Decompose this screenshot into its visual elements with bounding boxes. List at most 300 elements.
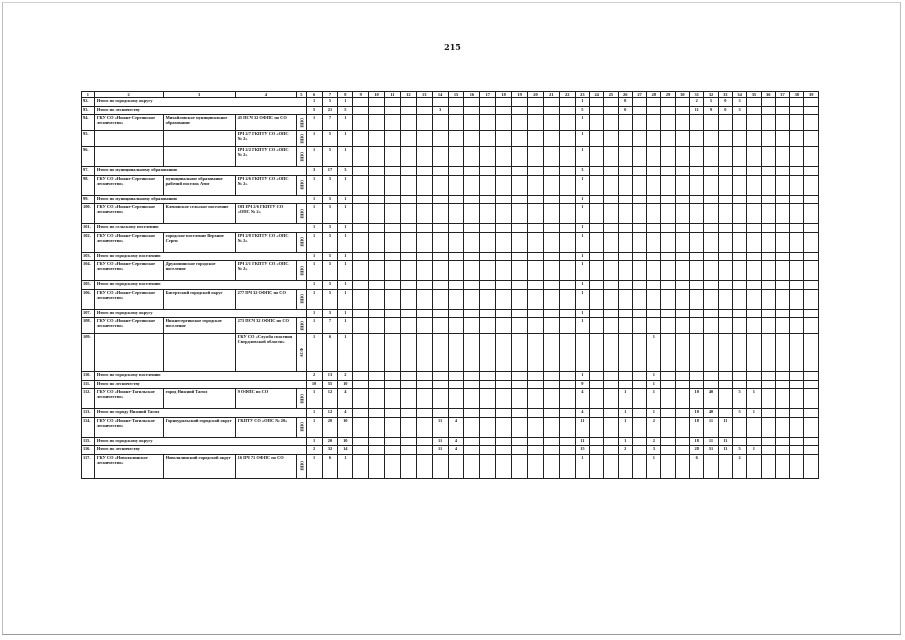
- value-cell: [718, 389, 732, 409]
- value-cell: [618, 195, 632, 204]
- header-cell: 32: [704, 92, 718, 98]
- value-cell: [559, 131, 575, 147]
- forestry-name: ГКУ СО «Новолялинское лесничество»: [94, 454, 163, 478]
- value-cell: 13: [322, 372, 338, 381]
- value-cell: 1: [618, 409, 632, 418]
- value-cell: [448, 98, 464, 107]
- table-row: [82, 204, 819, 224]
- value-cell: 11: [575, 417, 589, 437]
- value-cell: [775, 106, 789, 115]
- forestry-name: ГКУ СО «Нижне-Сергинское лесничество»: [94, 204, 163, 224]
- value-cell: [632, 409, 646, 418]
- value-cell: 3: [575, 167, 589, 176]
- value-cell: 5: [322, 252, 338, 261]
- value-cell: [432, 261, 448, 281]
- value-cell: [559, 167, 575, 176]
- header-cell: 8: [338, 92, 353, 98]
- value-cell: 1: [575, 289, 589, 309]
- value-cell: [690, 204, 704, 224]
- table-row: [82, 106, 819, 115]
- value-cell: [647, 204, 661, 224]
- forestry-name: ГКУ СО «Нижне-Тагильское лесничество»: [94, 417, 163, 437]
- unit-type: [297, 334, 307, 372]
- value-cell: [496, 261, 512, 281]
- value-cell: [718, 195, 732, 204]
- value-cell: 1: [306, 318, 322, 334]
- value-cell: [369, 309, 385, 318]
- value-cell: [559, 252, 575, 261]
- value-cell: 5: [732, 409, 746, 418]
- value-cell: 51: [704, 446, 718, 455]
- value-cell: [589, 437, 603, 446]
- municipality-name: Михайловское муниципальное образование: [163, 115, 235, 131]
- value-cell: [761, 309, 775, 318]
- value-cell: [690, 252, 704, 261]
- value-cell: 5: [306, 106, 322, 115]
- value-cell: [675, 252, 689, 261]
- value-cell: [480, 131, 496, 147]
- value-cell: [718, 204, 732, 224]
- value-cell: [369, 147, 385, 167]
- row-number: 107.: [82, 309, 95, 318]
- value-cell: [512, 115, 528, 131]
- value-cell: [448, 106, 464, 115]
- value-cell: [618, 115, 632, 131]
- value-cell: 1: [306, 417, 322, 437]
- value-cell: [790, 380, 804, 389]
- forestry-name: ГКУ СО «Нижне-Сергинское лесничество»: [94, 232, 163, 252]
- value-cell: 1: [575, 131, 589, 147]
- value-cell: [353, 409, 369, 418]
- value-cell: [480, 309, 496, 318]
- value-cell: [448, 289, 464, 309]
- value-cell: [661, 446, 675, 455]
- value-cell: [690, 372, 704, 381]
- value-cell: [543, 372, 559, 381]
- value-cell: [632, 417, 646, 437]
- total-label: Итого по городскому округу: [94, 309, 306, 318]
- value-cell: [543, 289, 559, 309]
- value-cell: [353, 204, 369, 224]
- value-cell: 9: [575, 380, 589, 389]
- value-cell: [369, 437, 385, 446]
- value-cell: [400, 98, 416, 107]
- header-cell: 27: [632, 92, 646, 98]
- value-cell: [704, 224, 718, 233]
- value-cell: [528, 175, 544, 195]
- value-cell: [416, 261, 432, 281]
- value-cell: [647, 115, 661, 131]
- value-cell: [632, 204, 646, 224]
- value-cell: [559, 380, 575, 389]
- value-cell: [790, 309, 804, 318]
- value-cell: [528, 106, 544, 115]
- table-row: [82, 372, 819, 381]
- value-cell: [369, 131, 385, 147]
- value-cell: [775, 318, 789, 334]
- table-row: [82, 437, 819, 446]
- value-cell: 1: [338, 289, 353, 309]
- value-cell: [632, 261, 646, 281]
- value-cell: [790, 446, 804, 455]
- value-cell: [632, 167, 646, 176]
- value-cell: [464, 167, 480, 176]
- value-cell: [432, 309, 448, 318]
- unit-type-label: АСФ: [299, 347, 305, 358]
- value-cell: 1: [338, 147, 353, 167]
- value-cell: [604, 446, 618, 455]
- value-cell: [512, 454, 528, 478]
- value-cell: 5: [322, 289, 338, 309]
- value-cell: [604, 232, 618, 252]
- header-cell: 37: [775, 92, 789, 98]
- value-cell: [775, 98, 789, 107]
- row-number: 116.: [82, 446, 95, 455]
- value-cell: [604, 281, 618, 290]
- value-cell: 3: [647, 446, 661, 455]
- total-label: Итого по муниципальному образованию: [94, 195, 306, 204]
- header-cell: 20: [528, 92, 544, 98]
- value-cell: [732, 380, 746, 389]
- value-cell: [589, 389, 603, 409]
- value-cell: [496, 131, 512, 147]
- value-cell: [589, 98, 603, 107]
- value-cell: [385, 224, 401, 233]
- value-cell: [353, 252, 369, 261]
- municipality-name: город Нижний Тагил: [163, 389, 235, 409]
- value-cell: [604, 98, 618, 107]
- value-cell: [385, 232, 401, 252]
- value-cell: [790, 147, 804, 167]
- value-cell: [804, 289, 819, 309]
- value-cell: [369, 318, 385, 334]
- value-cell: [589, 372, 603, 381]
- value-cell: [496, 98, 512, 107]
- value-cell: [761, 372, 775, 381]
- value-cell: [647, 167, 661, 176]
- value-cell: [747, 175, 761, 195]
- value-cell: [416, 334, 432, 372]
- value-cell: [528, 380, 544, 389]
- value-cell: [704, 334, 718, 372]
- value-cell: [804, 232, 819, 252]
- value-cell: [528, 334, 544, 372]
- value-cell: [804, 417, 819, 437]
- total-label: Итого по городу Нижний Тагил: [94, 409, 306, 418]
- value-cell: [604, 309, 618, 318]
- value-cell: [690, 281, 704, 290]
- value-cell: [761, 409, 775, 418]
- value-cell: [543, 281, 559, 290]
- value-cell: [747, 252, 761, 261]
- value-cell: [543, 147, 559, 167]
- value-cell: [761, 204, 775, 224]
- row-number: 98.: [82, 175, 95, 195]
- value-cell: [589, 417, 603, 437]
- value-cell: [448, 318, 464, 334]
- value-cell: [675, 232, 689, 252]
- value-cell: [704, 281, 718, 290]
- value-cell: [400, 224, 416, 233]
- value-cell: 12: [322, 389, 338, 409]
- value-cell: [528, 115, 544, 131]
- value-cell: [589, 115, 603, 131]
- value-cell: [589, 167, 603, 176]
- value-cell: 6: [322, 334, 338, 372]
- table-row: [82, 232, 819, 252]
- value-cell: [543, 446, 559, 455]
- value-cell: [353, 380, 369, 389]
- value-cell: 40: [704, 409, 718, 418]
- value-cell: [480, 98, 496, 107]
- value-cell: [661, 115, 675, 131]
- value-cell: [448, 281, 464, 290]
- value-cell: [618, 289, 632, 309]
- value-cell: [747, 147, 761, 167]
- value-cell: 1: [575, 98, 589, 107]
- header-cell: 35: [747, 92, 761, 98]
- value-cell: [512, 289, 528, 309]
- value-cell: 5: [322, 204, 338, 224]
- total-label: Итого по лесничеству: [94, 106, 306, 115]
- value-cell: 1: [306, 204, 322, 224]
- table-row: [82, 389, 819, 409]
- value-cell: [385, 309, 401, 318]
- value-cell: [589, 252, 603, 261]
- value-cell: [732, 175, 746, 195]
- value-cell: [632, 224, 646, 233]
- value-cell: [804, 147, 819, 167]
- value-cell: [604, 147, 618, 167]
- value-cell: 1: [575, 224, 589, 233]
- value-cell: 11: [704, 417, 718, 437]
- row-number: 117.: [82, 454, 95, 478]
- value-cell: [661, 98, 675, 107]
- forestry-name: ГКУ СО «Нижне-Сергинское лесничество»: [94, 261, 163, 281]
- value-cell: [761, 389, 775, 409]
- value-cell: [369, 232, 385, 252]
- value-cell: [718, 261, 732, 281]
- value-cell: [464, 175, 480, 195]
- value-cell: [496, 252, 512, 261]
- value-cell: [675, 195, 689, 204]
- value-cell: [761, 115, 775, 131]
- value-cell: [448, 409, 464, 418]
- value-cell: [385, 167, 401, 176]
- value-cell: [528, 195, 544, 204]
- value-cell: 10: [306, 380, 322, 389]
- value-cell: [464, 115, 480, 131]
- value-cell: [528, 167, 544, 176]
- value-cell: [416, 224, 432, 233]
- value-cell: 4: [448, 417, 464, 437]
- value-cell: [480, 281, 496, 290]
- value-cell: [704, 454, 718, 478]
- value-cell: 1: [618, 417, 632, 437]
- value-cell: 3: [306, 167, 322, 176]
- value-cell: [804, 224, 819, 233]
- value-cell: [385, 437, 401, 446]
- value-cell: [761, 195, 775, 204]
- value-cell: [718, 252, 732, 261]
- row-number: 96.: [82, 147, 95, 167]
- value-cell: [496, 224, 512, 233]
- value-cell: [732, 195, 746, 204]
- row-number: 99.: [82, 195, 95, 204]
- unit-name: ПЧ 2/7 ГКПТУ СО «ОПС № 2»: [235, 131, 296, 147]
- header-cell: 10: [369, 92, 385, 98]
- value-cell: [589, 318, 603, 334]
- value-cell: 4: [448, 437, 464, 446]
- table-row: [82, 454, 819, 478]
- value-cell: [385, 409, 401, 418]
- value-cell: 1: [647, 409, 661, 418]
- value-cell: 5: [732, 446, 746, 455]
- value-cell: [496, 309, 512, 318]
- value-cell: 1: [338, 195, 353, 204]
- value-cell: [464, 232, 480, 252]
- header-cell: 13: [416, 92, 432, 98]
- value-cell: [353, 115, 369, 131]
- value-cell: [528, 252, 544, 261]
- value-cell: [416, 204, 432, 224]
- value-cell: [480, 446, 496, 455]
- value-cell: [747, 334, 761, 372]
- value-cell: [704, 115, 718, 131]
- municipality-name: Дружининское городское поселение: [163, 261, 235, 281]
- value-cell: [632, 318, 646, 334]
- value-cell: [559, 309, 575, 318]
- value-cell: [369, 204, 385, 224]
- value-cell: [432, 454, 448, 478]
- table-row: [82, 446, 819, 455]
- value-cell: [480, 334, 496, 372]
- municipality-name: [163, 131, 235, 147]
- value-cell: [732, 281, 746, 290]
- table-row: [82, 289, 819, 309]
- table-row: [82, 98, 819, 107]
- value-cell: [790, 106, 804, 115]
- value-cell: [512, 417, 528, 437]
- value-cell: 1: [338, 175, 353, 195]
- row-number: 92.: [82, 98, 95, 107]
- value-cell: [661, 318, 675, 334]
- value-cell: [512, 446, 528, 455]
- value-cell: [718, 334, 732, 372]
- unit-type: [297, 261, 307, 281]
- row-number: 103.: [82, 252, 95, 261]
- value-cell: [496, 175, 512, 195]
- value-cell: [385, 334, 401, 372]
- value-cell: [589, 454, 603, 478]
- value-cell: 1: [575, 232, 589, 252]
- value-cell: [604, 437, 618, 446]
- municipality-name: [163, 334, 235, 372]
- value-cell: [618, 204, 632, 224]
- value-cell: 3: [732, 106, 746, 115]
- value-cell: [618, 175, 632, 195]
- table-row: [82, 131, 819, 147]
- value-cell: [775, 195, 789, 204]
- value-cell: [400, 147, 416, 167]
- value-cell: [761, 232, 775, 252]
- unit-type-label: ППО: [299, 320, 305, 331]
- value-cell: [761, 261, 775, 281]
- value-cell: [790, 372, 804, 381]
- value-cell: [775, 147, 789, 167]
- value-cell: [790, 389, 804, 409]
- data-table: [81, 91, 819, 479]
- forestry-name: ГКУ СО «Нижне-Сергинское лесничество»: [94, 318, 163, 334]
- value-cell: [353, 446, 369, 455]
- value-cell: [761, 224, 775, 233]
- value-cell: [790, 437, 804, 446]
- value-cell: [690, 195, 704, 204]
- value-cell: [647, 309, 661, 318]
- value-cell: [432, 318, 448, 334]
- header-cell: 14: [432, 92, 448, 98]
- value-cell: [369, 289, 385, 309]
- value-cell: 55: [322, 380, 338, 389]
- value-cell: [385, 98, 401, 107]
- value-cell: [369, 167, 385, 176]
- value-cell: [432, 147, 448, 167]
- value-cell: [559, 281, 575, 290]
- value-cell: [416, 437, 432, 446]
- row-number: 100.: [82, 204, 95, 224]
- value-cell: [704, 372, 718, 381]
- unit-type-label: ППО: [299, 393, 305, 404]
- header-cell: 3: [163, 92, 235, 98]
- value-cell: [618, 318, 632, 334]
- value-cell: [790, 224, 804, 233]
- value-cell: 1: [747, 409, 761, 418]
- header-cell: 38: [790, 92, 804, 98]
- value-cell: 10: [690, 409, 704, 418]
- value-cell: 10: [338, 417, 353, 437]
- value-cell: [675, 437, 689, 446]
- value-cell: [416, 380, 432, 389]
- value-cell: [675, 204, 689, 224]
- value-cell: [385, 289, 401, 309]
- value-cell: [661, 334, 675, 372]
- value-cell: [353, 131, 369, 147]
- unit-type-label: ППО: [299, 265, 305, 276]
- header-cell: 28: [647, 92, 661, 98]
- value-cell: [353, 106, 369, 115]
- value-cell: [416, 454, 432, 478]
- value-cell: [480, 318, 496, 334]
- value-cell: 5: [322, 261, 338, 281]
- value-cell: [528, 98, 544, 107]
- value-cell: [718, 167, 732, 176]
- value-cell: 4: [338, 389, 353, 409]
- value-cell: [464, 281, 480, 290]
- value-cell: [543, 454, 559, 478]
- value-cell: [353, 318, 369, 334]
- value-cell: 1: [306, 454, 322, 478]
- unit-type-label: ППО: [299, 461, 305, 471]
- value-cell: [790, 204, 804, 224]
- value-cell: [790, 281, 804, 290]
- value-cell: 1: [306, 232, 322, 252]
- value-cell: [385, 115, 401, 131]
- value-cell: [416, 309, 432, 318]
- value-cell: [464, 204, 480, 224]
- table-row: [82, 252, 819, 261]
- value-cell: [718, 289, 732, 309]
- value-cell: [543, 232, 559, 252]
